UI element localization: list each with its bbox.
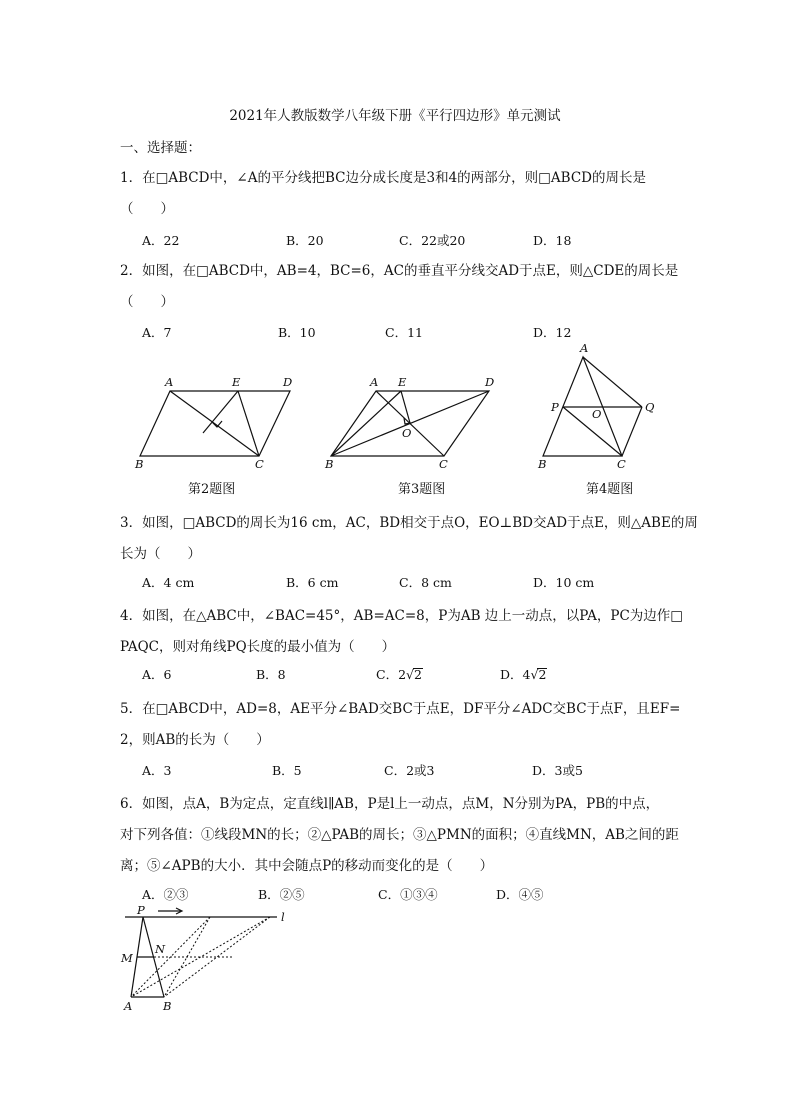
fig4-label-b: B	[538, 457, 547, 471]
q6-option-a: A．②③	[142, 887, 189, 902]
question-6-line2: 对下列各值：①线段MN的长；②△PAB的周长；③△PMN的面积；④直线MN，AB之间的距	[120, 827, 679, 843]
fig4-label-a: A	[580, 341, 589, 355]
question-1-blank: （ ）	[120, 201, 174, 217]
section-heading: 一、选择题：	[120, 140, 201, 156]
sqrt-icon: √	[530, 667, 539, 682]
q5-option-a: A．3	[142, 763, 172, 778]
question-4-text: 4．如图，在△ABC中，∠BAC=45°，AB=AC=8，P为AB 边上一动点，以PA，PC为边作□	[120, 608, 684, 624]
fig4-label-o: O	[592, 407, 602, 421]
q5-option-d: D．3或5	[532, 763, 583, 778]
fig3-label-c: C	[439, 457, 448, 471]
q4-option-d-radicand: 2	[538, 667, 547, 682]
figure-2-caption: 第2题图	[188, 482, 236, 497]
question-5-line2: 2，则AB的长为（ ）	[120, 732, 270, 748]
q4-option-d-label: D．4	[500, 667, 531, 682]
q2-option-c: C．11	[385, 325, 423, 340]
fig4-label-c: C	[617, 457, 626, 471]
q3-option-a: A．4 cm	[142, 575, 195, 590]
q6-option-c: C．①③④	[378, 887, 438, 902]
question-4-line2: PAQC，则对角线PQ长度的最小值为（ ）	[120, 639, 396, 655]
q4-option-c-radicand: 2	[414, 667, 422, 682]
question-2-blank: （ ）	[120, 294, 174, 310]
figure-4-caption: 第4题图	[586, 482, 634, 497]
q5-option-c: C．2或3	[384, 763, 435, 778]
q1-option-b: B．20	[286, 233, 324, 248]
fig2-label-c: C	[255, 457, 264, 471]
sqrt-icon: √	[406, 667, 414, 682]
q6-option-d: D．④⑤	[496, 887, 544, 902]
question-5-text: 5．在□ABCD中，AD=8，AE平分∠BAD交BC于点E，DF平分∠ADC交BC于点F，且EF=	[120, 701, 681, 717]
fig3-label-b: B	[325, 457, 334, 471]
fig3-label-o: O	[402, 426, 412, 440]
fig6-label-n: N	[155, 942, 166, 956]
question-6-line3: 离；⑤∠APB的大小．其中会随点P的移动而变化的是（ ）	[120, 858, 494, 874]
question-6-text: 6．如图，点A，B为定点，定直线l∥AB，P是l上一动点，点M，N分别为PA，PB的中点，	[120, 796, 660, 812]
q5-option-b: B．5	[272, 763, 302, 778]
q4-option-b: B．8	[256, 667, 286, 682]
fig2-label-a: A	[165, 375, 174, 389]
q3-option-c: C．8 cm	[399, 575, 452, 590]
fig4-label-p: P	[551, 400, 559, 414]
fig3-label-e: E	[398, 375, 407, 389]
q1-option-c: C．22或20	[399, 233, 466, 248]
fig3-label-d: D	[485, 375, 495, 389]
fig6-label-p: P	[137, 903, 145, 917]
fig6-label-l: l	[281, 910, 285, 924]
page-title: 2021年人教版数学八年级下册《平行四边形》单元测试	[229, 108, 561, 124]
question-1-text: 1．在□ABCD中，∠A的平分线把BC边分成长度是3和4的两部分，则□ABCD的周长是	[120, 170, 646, 186]
fig2-label-e: E	[232, 375, 241, 389]
q4-option-c-label: C．2	[376, 667, 407, 682]
figure-3-caption: 第3题图	[398, 482, 446, 497]
fig6-label-b: B	[163, 999, 172, 1013]
fig2-label-d: D	[283, 375, 293, 389]
fig6-label-m: M	[121, 951, 133, 965]
question-3-line2: 长为（ ）	[120, 546, 201, 562]
fig4-label-q: Q	[645, 400, 655, 414]
question-3-text: 3．如图，□ABCD的周长为16 cm，AC，BD相交于点O，EO⊥BD交AD于点E，则△ABE的周	[120, 515, 698, 531]
q2-option-a: A．7	[142, 325, 172, 340]
q2-option-d: D．12	[533, 325, 572, 340]
q1-option-a: A．22	[142, 233, 180, 248]
fig6-label-a: A	[124, 999, 133, 1013]
q6-option-b: B．②⑤	[258, 887, 305, 902]
fig3-label-a: A	[370, 375, 379, 389]
q1-option-d: D．18	[533, 233, 572, 248]
q4-option-a: A．6	[142, 667, 172, 682]
q3-option-b: B．6 cm	[286, 575, 339, 590]
fig2-label-b: B	[135, 457, 144, 471]
q3-option-d: D．10 cm	[533, 575, 595, 590]
question-2-text: 2．如图，在□ABCD中，AB=4，BC=6，AC的垂直平分线交AD于点E，则△CDE的周长是	[120, 263, 679, 279]
q2-option-b: B．10	[278, 325, 316, 340]
